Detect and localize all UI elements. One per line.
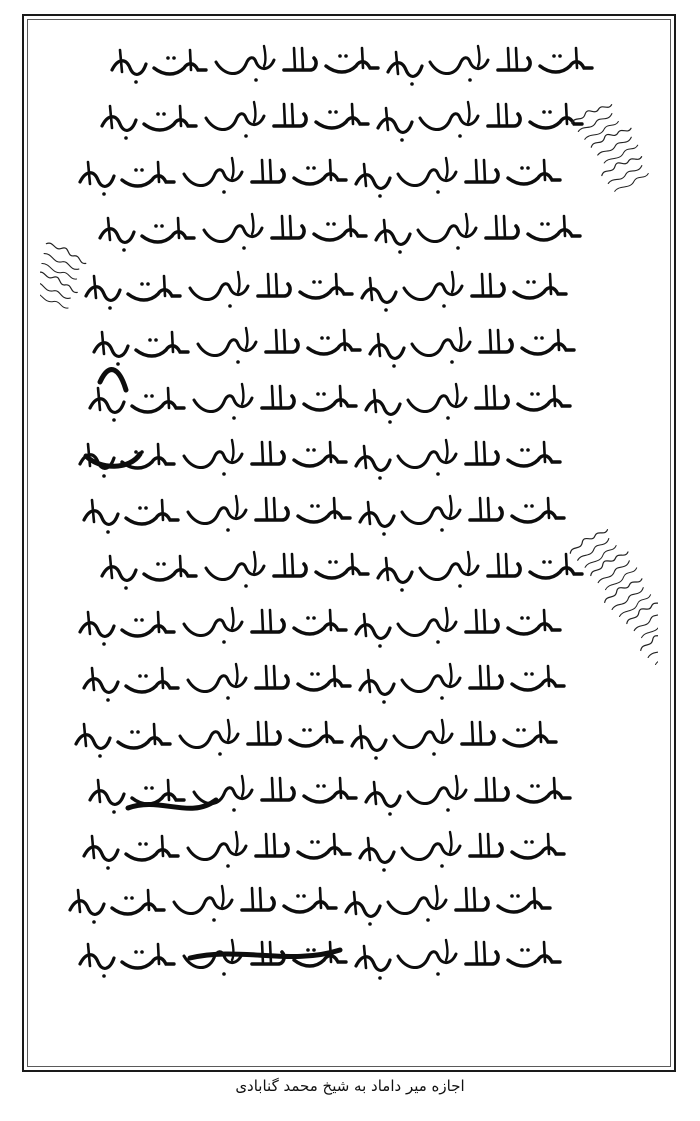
margin-note-left-1 bbox=[40, 240, 92, 310]
manuscript-line-10 bbox=[102, 552, 582, 592]
manuscript-line-12 bbox=[84, 664, 564, 704]
margin-note-right-1 bbox=[570, 97, 654, 196]
manuscript-line-13 bbox=[76, 720, 556, 760]
manuscript-line-17 bbox=[80, 940, 560, 980]
manuscript-line-14 bbox=[90, 776, 570, 816]
manuscript-line-8 bbox=[80, 440, 560, 480]
manuscript-line-7 bbox=[90, 384, 570, 424]
manuscript-line-9 bbox=[84, 496, 564, 536]
manuscript-line-4 bbox=[100, 214, 580, 254]
manuscript-line-3 bbox=[80, 158, 560, 198]
manuscript-line-6 bbox=[94, 328, 574, 368]
manuscript-line-1 bbox=[112, 46, 592, 86]
manuscript-line-15 bbox=[84, 832, 564, 872]
manuscript-line-2 bbox=[102, 102, 582, 142]
manuscript-line-16 bbox=[70, 886, 550, 926]
margin-note-right-2 bbox=[568, 522, 658, 670]
calligraphy-drawing bbox=[40, 30, 658, 1055]
manuscript-line-5 bbox=[86, 272, 566, 312]
image-caption: اجازه میر داماد به شیخ محمد گنابادی bbox=[235, 1077, 465, 1095]
manuscript-line-11 bbox=[80, 608, 560, 648]
manuscript-image bbox=[40, 30, 658, 1055]
